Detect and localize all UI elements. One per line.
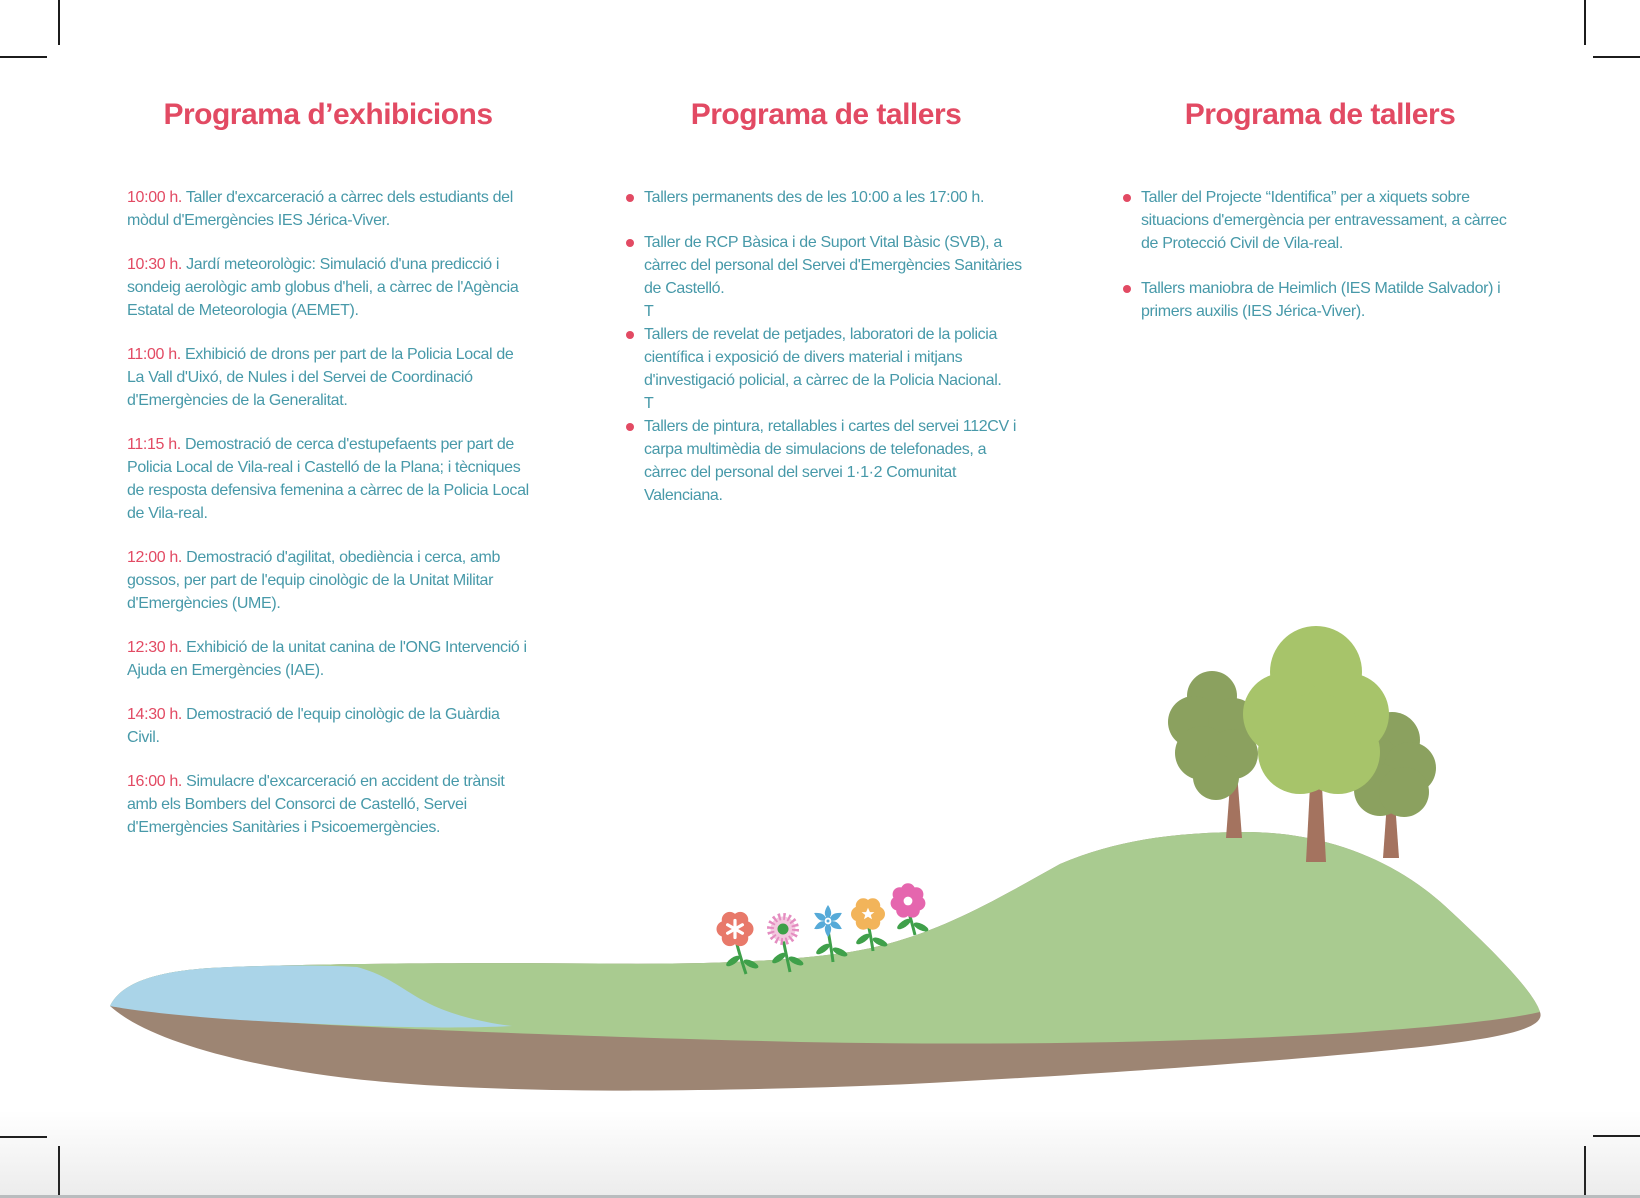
schedule-item [127, 433, 529, 525]
column-workshops-2 [1123, 98, 1517, 345]
tree-center-canopy [1243, 626, 1389, 794]
crop-mark [0, 56, 47, 58]
workshops-list-1 [626, 186, 1026, 507]
bullet-dot [1123, 194, 1131, 202]
schedule-item [127, 703, 529, 749]
item-time: 16:00 h. [127, 773, 183, 790]
list-item [626, 323, 1026, 415]
exhibitions-schedule [127, 186, 529, 839]
column-workshops-1 [626, 98, 1026, 529]
item-text: Taller del Projecte “Identifica” per a xiquets sobre situacions d'emergència per entravessament, a càrrec de Protecció Civil de Vila-real. [1141, 189, 1507, 252]
list-item [626, 186, 1026, 209]
crop-mark [1584, 0, 1586, 45]
item-text: Demostració de l'equip cinològic de la Guàrdia Civil. [127, 706, 500, 746]
item-text: Tallers maniobra de Heimlich (IES Matilde Salvador) i primers auxilis (IES Jérica-Viver). [1141, 280, 1501, 320]
flower-magenta [891, 883, 926, 917]
flower-gerbera [771, 917, 796, 942]
item-time: 12:30 h. [127, 639, 183, 656]
bullet-dot [626, 423, 634, 431]
schedule-item [127, 253, 529, 322]
workshops-list-2 [1123, 186, 1517, 323]
schedule-item [127, 546, 529, 615]
item-text: Exhibició de drons per part de la Policia Local de La Vall d'Uixó, de Nules i del Servei de Coordinació d'Emergències de la Generalitat. [127, 346, 514, 409]
tree-left-canopy [1168, 671, 1258, 800]
list-item [1123, 277, 1517, 323]
page-title-exhibitions: Programa d’exhibicions [163, 98, 493, 131]
list-item [1123, 186, 1517, 255]
schedule-item [127, 770, 529, 839]
item-text: Demostració d'agilitat, obediència i cerca, amb gossos, per part de l'equip cinològic de la Unitat Militar d'Emergències (UME). [127, 549, 501, 612]
item-text: Taller d'excarceració a càrrec dels estudiants del mòdul d'Emergències IES Jérica-Viver. [127, 189, 513, 229]
item-time: 10:00 h. [127, 189, 183, 206]
bullet-dot [1123, 285, 1131, 293]
item-text: Demostració de cerca d'estupefaents per part de Policia Local de Vila-real i Castelló de la Plana; i tècniques de resposta defensiva femenina a càrrec de la Policia Local de Vila-real. [127, 436, 529, 522]
list-item [626, 415, 1026, 507]
page-title-workshops-2: Programa de tallers [1184, 98, 1456, 131]
schedule-item [127, 636, 529, 682]
bullet-dot [626, 331, 634, 339]
item-text: Jardí meteorològic: Simulació d'una predicció i sondeig aerològic amb globus d'heli, a càrrec de l'Agència Estatal de Meteorologia (AEMET). [127, 256, 519, 319]
item-time: 12:00 h. [127, 549, 183, 566]
item-time: 10:30 h. [127, 256, 183, 273]
stray-character: T [644, 395, 654, 412]
item-time: 11:00 h. [127, 346, 181, 363]
page-title-workshops-1: Programa de tallers [690, 98, 962, 131]
stray-character: T [644, 303, 654, 320]
schedule-item [127, 343, 529, 412]
item-text: Taller de RCP Bàsica i de Suport Vital Bàsic (SVB), a càrrec del personal del Servei d'Emergències Sanitàries de Castelló. [644, 234, 1022, 297]
item-text: Simulacre d'excarceració en accident de trànsit amb els Bombers del Consorci de Castelló, Servei d'Emergències Sanitàries i Psicoemergències. [127, 773, 505, 836]
crop-mark [1593, 56, 1640, 58]
column-exhibitions [127, 98, 529, 860]
item-text: Tallers de pintura, retallables i cartes del servei 112CV i carpa multimèdia de simulacions de telefonades, a càrrec del personal del servei 1·1·2 Comunitat Valenciana. [644, 418, 1017, 504]
flower-orange [851, 898, 885, 929]
schedule-item [127, 186, 529, 232]
item-time: 11:15 h. [127, 436, 181, 453]
page-bottom-shadow [0, 1110, 1640, 1195]
item-text: Tallers permanents des de les 10:00 a les 17:00 h. [644, 189, 985, 206]
bullet-dot [626, 239, 634, 247]
item-text: Exhibició de la unitat canina de l'ONG Intervenció i Ajuda en Emergències (IAE). [127, 639, 527, 679]
bullet-dot [626, 194, 634, 202]
item-time: 14:30 h. [127, 706, 183, 723]
flower-blue-star [813, 905, 844, 937]
item-text: Tallers de revelat de petjades, laboratori de la policia científica i exposició de divers material i mitjans d'investigació policial, a càrrec de la Policia Nacional. [644, 326, 1002, 389]
flower-coral [717, 912, 754, 946]
list-item [626, 231, 1026, 323]
crop-mark [58, 0, 60, 45]
